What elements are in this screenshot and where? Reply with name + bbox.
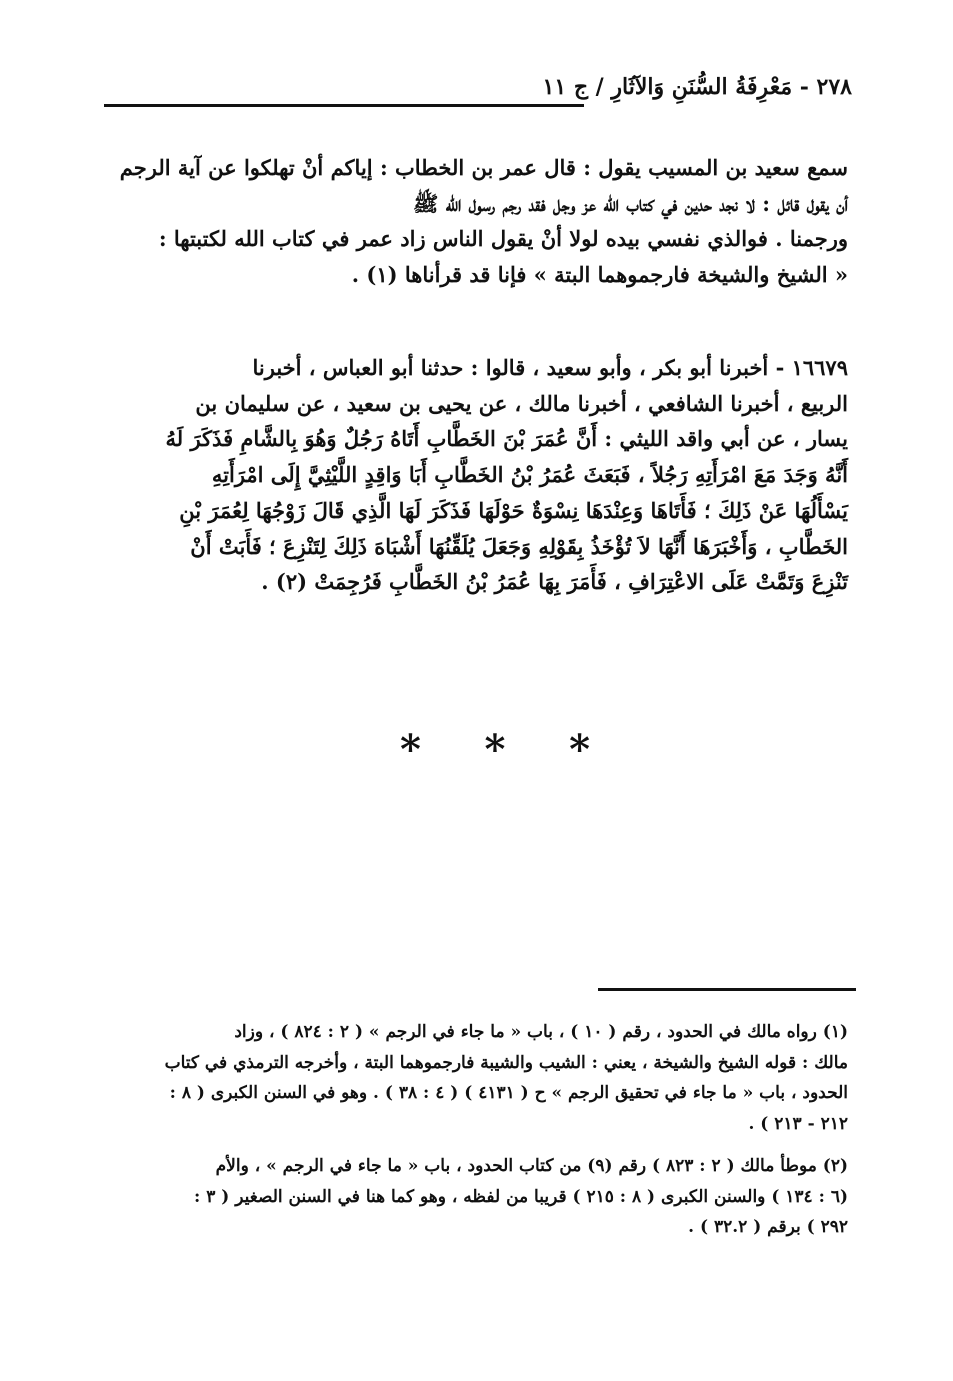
footnote-line: الحدود ، باب « ما جاء في تحقيق الرجم » ح ( ٤١٣١ ) ( ٤ : ٣٨ ) . وهو في السنن الكبرى ( ٨ : [169, 1083, 848, 1103]
footnote-line: (١) رواه مالك في الحدود ، رقم ( ١٠ ) ، باب « ما جاء في الرجم » ( ٢ : ٨٢٤ ) ، وزاد [234, 1022, 848, 1042]
text-line: أن يقول قائل : لا نجد حدين في كتاب الله عز وجل فقد رجم رسول الله ﷺ [412, 190, 848, 216]
text-line: الربيع ، أخبرنا الشافعي ، أخبرنا مالك ، عن يحيى بن سعيد ، عن سليمان بن [195, 390, 848, 416]
text-line: « الشيخ والشيخة فارجموهما البتة » فإنا قد قرأناها (١) . [351, 262, 848, 288]
footnote-line: ٢١٢ - ٢١٣ ) . [748, 1113, 848, 1134]
opening-paragraph [108, 150, 848, 293]
text-line: سمع سعيد بن المسيب يقول : قال عمر بن الخطاب : إياكم أنْ تهلكوا عن آية الرجم [119, 155, 848, 180]
hadith-16679 [108, 350, 848, 600]
text-line: أَنَّهُ وَجَدَ مَعَ امْرَأَتِهِ رَجُلاً ، فَبَعَثَ عُمَرُ بْنُ الخَطَّابِ أَبَا وَاقِدٍ اللَّيْثِيَّ إِلَى امْرَأَتِهِ [211, 462, 848, 488]
text-line: ورجمنا . فوالذي نفسي بيده لولا أنْ يقول الناس زاد عمر في كتاب الله لكتبتها : [158, 226, 848, 252]
separator-star: * [569, 726, 590, 773]
separator-star: * [484, 726, 506, 773]
footnote-line: ٢٩٢ ) برقم ( ٣٢.٢ ) . [688, 1217, 848, 1237]
footnote-1 [108, 1017, 848, 1139]
text-line: يسار ، عن أبي واقد الليثي : أَنَّ عُمَرَ بْنَ الخَطَّابِ أَتَاهُ رَجُلٌ وَهُوَ بِالشَّامِ فَذَكَرَ لَهُ [165, 426, 848, 452]
footnote-line: (٦ : ١٣٤ ) والسنن الكبرى ( ٨ : ٢١٥ ) قريبا من لفظه ، وهو كما هنا في السنن الصغير ( ٣ : [194, 1186, 848, 1207]
footnote-line: (٢) موطأ مالك ( ٢ : ٨٢٣ ) رقم (٩) من كتاب الحدود ، باب « ما جاء في الرجم » ، والأم [215, 1156, 848, 1176]
separator-star: * [400, 726, 421, 773]
section-separator [400, 726, 590, 773]
text-line: الخَطَّابِ ، وَأَخْبَرَهَا أَنَّهَا لاَ تُؤْخَذُ بِقَوْلِهِ وَجَعَلَ يُلَقِّنُهَا أَشْبَاهَ ذَلِكَ لِتَنْزِعَ ؛ فَأَبَتْ أَنْ [190, 533, 848, 559]
text-line: ١٦٦٧٩ - أخبرنا أبو بكر ، وأبو سعيد ، قالوا : حدثنا أبو العباس ، أخبرنا [252, 355, 848, 380]
page-header [104, 70, 852, 110]
header-rule [104, 104, 584, 107]
text-line: تَنْزِعَ وَتَمَّتْ عَلَى الاعْتِرَافِ ، فَأَمَرَ بِهَا عُمَرُ بْنُ الخَطَّابِ فَرُجِمَتْ (٢) . [261, 569, 848, 595]
footnote-rule [598, 988, 856, 991]
text-line: يَسْأَلُهَا عَنْ ذَلِكَ ؛ فَأَتَاهَا وَعِنْدَهَا نِسْوَةٌ حَوْلَهَا فَذَكَرَ لَهَا الَّذِي قَالَ زَوْجُهَا لِعُمَرَ بْنِ [179, 497, 848, 523]
footnotes [108, 1017, 848, 1243]
running-head: ٢٧٨ - مَعْرِفَةُ السُّنَنِ وَالآثَارِ / ج ١١ [542, 74, 852, 100]
footnote-line: مالك : قوله الشيخ والشيخة ، يعني : الشيب والشيبة فارجموهما البتة ، وأخرجه الترمذي في كتاب [164, 1052, 848, 1073]
footnote-2 [108, 1151, 848, 1243]
